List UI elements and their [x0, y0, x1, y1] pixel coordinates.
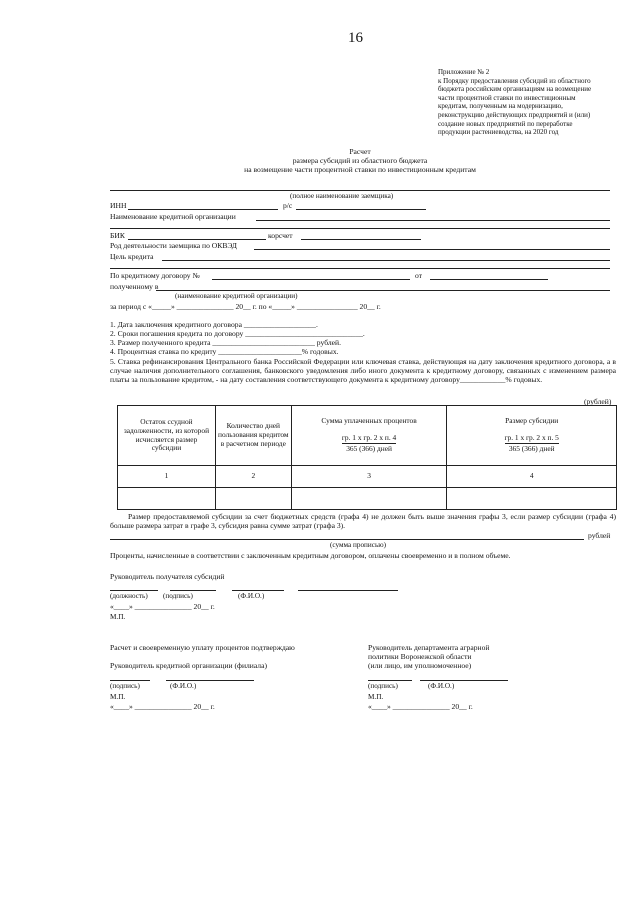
col-3-formula: гр. 1 x гр. 2 x п. 4	[342, 434, 396, 445]
table-cell	[118, 488, 216, 510]
bank-stamp-label: М.П.	[110, 693, 126, 701]
col-4-formula: гр. 1 x гр. 2 x п. 5	[505, 434, 559, 445]
bank-fio-line	[166, 680, 254, 681]
fio-caption: (Ф.И.О.)	[238, 592, 265, 600]
bank-head: Руководитель кредитной организации (филиала)	[110, 661, 267, 670]
appendix-line: создание новых предприятий по переработке	[438, 119, 573, 128]
bank-name-line-2	[110, 228, 610, 229]
col-number: 4	[447, 466, 617, 488]
received-label: полученному в	[110, 282, 159, 291]
currency-note: (рублей)	[584, 397, 612, 406]
from-line	[430, 279, 548, 280]
bank-caption: (наименование кредитной организации)	[175, 292, 298, 300]
sig-line-position	[110, 590, 158, 591]
received-line	[156, 290, 610, 291]
corr-line	[301, 239, 421, 240]
position-caption: (должность)	[110, 592, 148, 600]
item-5: 5. Ставка рефинансирования Центрального банка Российской Федерации или ключевая ставка, действующая на дату заключения кредитного договора, а в случае наличия дополнительного соглашения, банковского уведомления либо иного документа к кредитному договору, связанных с изменением размера платы за пользование кредитом, - на дату составления соответствующего документа к кредитному договору____________% годовых.	[110, 357, 616, 384]
bik-line	[128, 239, 266, 240]
col-number: 1	[118, 466, 216, 488]
account-line	[296, 209, 426, 210]
interest-paid: Проценты, начисленные в соответствии с заключенным кредитным договором, оплачены своевременно и в полном объеме.	[110, 551, 511, 560]
account-label: р/с	[283, 201, 293, 210]
col-number: 2	[215, 466, 291, 488]
col-3-title: Сумма уплаченных процентов	[321, 415, 417, 425]
col-4-header	[447, 406, 617, 466]
item-1: 1. Дата заключения кредитного договора ___________________.	[110, 320, 318, 329]
appendix-line: кредитам, полученным на модернизацию,	[438, 102, 563, 111]
contract-label: По кредитному договору №	[110, 271, 200, 280]
period-line: за период с «_____» _______________ 20__ г. по «_____» ________________ 20__ г.	[110, 302, 381, 311]
col-3-fraction	[342, 434, 396, 455]
recipient-date: «____» _______________ 20__ г.	[110, 602, 215, 611]
signature-caption: (подпись)	[163, 592, 193, 600]
col-number: 3	[291, 466, 447, 488]
dept-head-line-3: (или лицо, им уполномоченное)	[368, 661, 472, 670]
col-4-denominator: 365 (366) дней	[508, 444, 555, 454]
recipient-head: Руководитель получателя субсидий	[110, 572, 225, 581]
col-3-denominator: 365 (366) дней	[346, 444, 392, 454]
doc-title	[110, 147, 610, 174]
col-3-header	[291, 406, 447, 466]
dept-sig-line	[368, 680, 412, 681]
sum-line	[110, 539, 584, 540]
bank-date: «____» _______________ 20__ г.	[110, 702, 215, 711]
dept-fio-line	[420, 680, 508, 681]
bank-sig-line	[110, 680, 150, 681]
appendix-line: части процентной ставки по инвестиционным	[438, 93, 576, 102]
purpose-line-2	[110, 268, 610, 269]
okved-label: Род деятельности заемщика по ОКВЭД	[110, 241, 237, 250]
title-line-2: размера субсидий из областного бюджета	[292, 156, 428, 165]
item-3: 3. Размер полученного кредита ___________________________ рублей.	[110, 338, 342, 347]
bank-name-line	[256, 220, 610, 221]
appendix-line: к Порядку предоставления субсидий из областного	[438, 76, 591, 85]
table-cell	[291, 488, 447, 510]
sig-line-extra	[298, 590, 398, 591]
purpose-label: Цель кредита	[110, 252, 154, 261]
col-4-fraction	[505, 434, 559, 455]
purpose-line	[162, 260, 610, 261]
dept-fio-caption: (Ф.И.О.)	[428, 682, 455, 690]
okved-line	[254, 249, 610, 250]
borrower-caption: (полное наименование заемщика)	[290, 192, 394, 200]
page-number: 16	[348, 30, 363, 46]
subsidy-note: Размер предоставляемой субсидии за счет бюджетных средств (графа 4) не должен быть выше значения графы 3, если размер субсидии (графа 4) больше размера затрат в графе 3, субсидия равна сумме затрат (графа 3).	[110, 512, 616, 530]
sig-line-signature	[170, 590, 216, 591]
appendix-line: бюджета российским организациям на возмещение	[438, 85, 592, 94]
bik-label: БИК	[110, 231, 125, 240]
title-line-3: на возмещение части процентной ставки по инвестиционным кредитам	[244, 165, 476, 174]
col-1-header: Остаток ссудной задолженности, из которой исчисляется размер субсидии	[118, 406, 216, 466]
table-cell	[215, 488, 291, 510]
subsidy-table	[117, 405, 617, 510]
appendix-block	[438, 68, 591, 137]
from-label: от	[415, 271, 423, 280]
dept-stamp-label: М.П.	[368, 693, 384, 701]
bank-signature-caption: (подпись)	[110, 682, 140, 690]
dept-head	[368, 643, 489, 670]
dept-head-line-2: политики Воронежской области	[368, 652, 472, 661]
bank-name-label: Наименование кредитной организации	[110, 212, 236, 221]
borrower-line	[110, 190, 610, 191]
rubles-label: рублей	[588, 531, 611, 540]
item-4: 4. Процентная ставка по кредиту ______________________% годовых.	[110, 347, 339, 356]
title-line-1: Расчет	[349, 147, 371, 156]
table-cell	[447, 488, 617, 510]
appendix-line: продукции растениеводства, на 2020 год	[438, 128, 559, 137]
dept-signature-caption: (подпись)	[368, 682, 398, 690]
bank-fio-caption: (Ф.И.О.)	[170, 682, 197, 690]
item-2: 2. Сроки погашения кредита по договору _______________________________.	[110, 329, 365, 338]
col-4-title: Размер субсидии	[505, 415, 559, 425]
inn-label: ИНН	[110, 201, 127, 210]
corr-label: корсчет	[268, 231, 293, 240]
contract-line	[212, 279, 410, 280]
stamp-label: М.П.	[110, 613, 126, 621]
appendix-title: Приложение № 2	[438, 68, 490, 76]
sig-line-fio	[232, 590, 284, 591]
sum-caption: (сумма прописью)	[330, 541, 386, 549]
confirm-text: Расчет и своевременную уплату процентов подтверждаю	[110, 643, 295, 652]
inn-line	[128, 209, 278, 210]
appendix-line: реконструкцию действующих предприятий и (или)	[438, 110, 591, 119]
col-2-header: Количество дней пользования кредитом в расчетном периоде	[215, 406, 291, 466]
dept-head-line-1: Руководитель департамента аграрной	[368, 643, 490, 652]
dept-date: «____» _______________ 20__ г.	[368, 702, 473, 711]
